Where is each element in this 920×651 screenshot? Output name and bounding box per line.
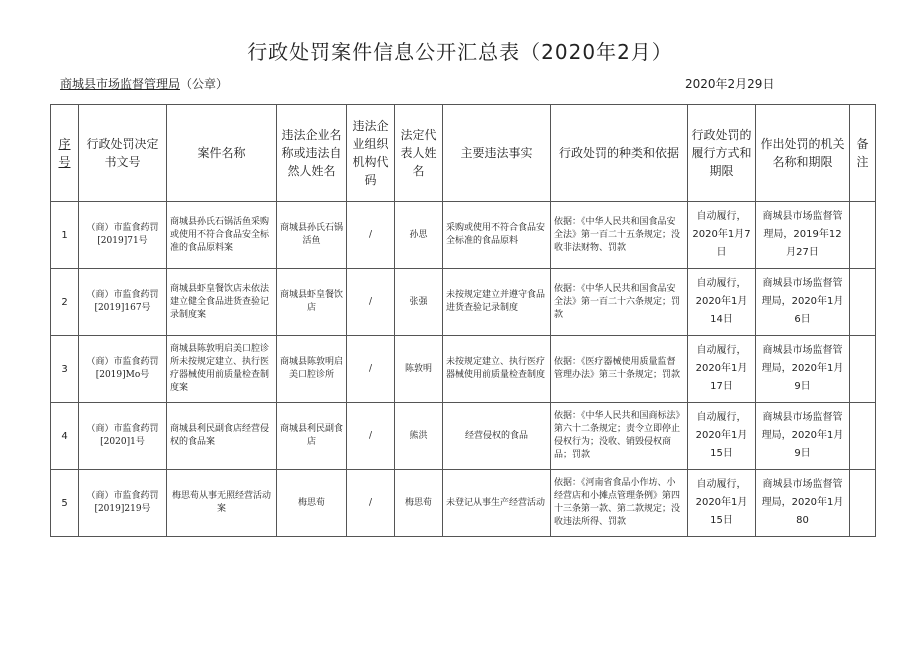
cell-doc-number: （商）市监食药罚[2020]1号 (79, 403, 167, 470)
cell-penalty-basis: 依据：《河南省食品小作坊、小经营店和小摊点管理条例》第四十三条第一款、第二款规定；没收违法所得、罚款 (551, 470, 688, 537)
cell-org-code: / (347, 336, 395, 403)
cell-doc-number: （商）市监食药罚[2019]Mo号 (79, 336, 167, 403)
header-cell: 案件名称 (167, 105, 277, 202)
organization-name: 商城县市场监督管理局 (60, 77, 181, 91)
table-row (51, 470, 876, 537)
cell-entity: 商城县孙氏石锅活鱼 (277, 202, 347, 269)
header-cell: 主要违法事实 (443, 105, 551, 202)
cell-penalty-basis: 依据：《中华人民共和国食品安全法》第一百二十五条规定；没收非法财物、罚款 (551, 202, 688, 269)
table-header-row (51, 105, 876, 202)
table-row (51, 202, 876, 269)
cell-performance: 自动履行，2020年1月15日 (688, 470, 756, 537)
report-date: 2020年2月29日 (685, 77, 775, 91)
cell-penalty-basis: 依据：《中华人民共和国商标法》第六十二条规定；责令立即停止侵权行为；没收、销毁侵权商品；罚款 (551, 403, 688, 470)
cell-entity: 商城县利民副食店 (277, 403, 347, 470)
cell-org-code: / (347, 470, 395, 537)
penalty-table (50, 104, 876, 537)
cell-doc-number: （商）市监食药罚[2019]71号 (79, 202, 167, 269)
header-cell: 作出处罚的机关名称和期限 (756, 105, 850, 202)
header-cell: 违法企业名称或违法自然人姓名 (277, 105, 347, 202)
cell-violation-fact: 经营侵权的食品 (443, 403, 551, 470)
cell-org-code: / (347, 403, 395, 470)
cell-no: 4 (51, 403, 79, 470)
cell-penalty-basis: 依据：《医疗器械使用质量监督管理办法》第三十条规定；罚款 (551, 336, 688, 403)
header-cell: 违法企业组织机构代码 (347, 105, 395, 202)
cell-representative: 孙思 (395, 202, 443, 269)
cell-no: 3 (51, 336, 79, 403)
cell-doc-number: （商）市监食药罚[2019]167号 (79, 269, 167, 336)
cell-performance: 自动履行，2020年1月14日 (688, 269, 756, 336)
header-cell: 备注 (850, 105, 876, 202)
cell-entity: 商城县虾皇餐饮店 (277, 269, 347, 336)
cell-penalty-basis: 依据：《中华人民共和国食品安全法》第一百二十六条规定；罚款 (551, 269, 688, 336)
cell-doc-number: （商）市监食药罚[2019]219号 (79, 470, 167, 537)
header-cell: 法定代表人姓名 (395, 105, 443, 202)
cell-representative: 张强 (395, 269, 443, 336)
cell-violation-fact: 未按规定建立、执行医疗器械使用前质量检查制度 (443, 336, 551, 403)
header-cell: 行政处罚决定书文号 (79, 105, 167, 202)
cell-authority: 商城县市场监督管理局，2020年1月6日 (756, 269, 850, 336)
cell-performance: 自动履行，2020年1月7日 (688, 202, 756, 269)
cell-violation-fact: 采购或使用不符合食品安全标准的食品原料 (443, 202, 551, 269)
cell-no: 1 (51, 202, 79, 269)
cell-case-name: 商城县孙氏石锅活鱼采购或使用不符合食品安全标准的食品原料案 (167, 202, 277, 269)
seal-note: （公章） (180, 77, 229, 91)
cell-entity: 商城县陈敦明启美口腔诊所 (277, 336, 347, 403)
cell-note (850, 336, 876, 403)
page-title: 行政处罚案件信息公开汇总表（2020年2月） (247, 40, 673, 64)
cell-authority: 商城县市场监督管理局，2020年1月9日 (756, 336, 850, 403)
cell-case-name: 商城县利民副食店经营侵权的食品案 (167, 403, 277, 470)
table-row (51, 403, 876, 470)
header-cell: 行政处罚的种类和依据 (551, 105, 688, 202)
cell-note (850, 470, 876, 537)
cell-representative: 梅思荀 (395, 470, 443, 537)
cell-entity: 梅思荀 (277, 470, 347, 537)
cell-no: 5 (51, 470, 79, 537)
cell-performance: 自动履行，2020年1月15日 (688, 403, 756, 470)
issuing-organization (60, 75, 228, 92)
cell-case-name: 商城县虾皇餐饮店未依法建立健全食品进货查验记录制度案 (167, 269, 277, 336)
cell-authority: 商城县市场监督管理局，2020年1月80 (756, 470, 850, 537)
cell-note (850, 202, 876, 269)
cell-org-code: / (347, 269, 395, 336)
cell-case-name: 商城县陈敦明启美口腔诊所未按规定建立、执行医疗器械使用前质量检查制度案 (167, 336, 277, 403)
header-cell: 序号 (51, 105, 79, 202)
header-cell: 行政处罚的履行方式和期限 (688, 105, 756, 202)
table-row (51, 269, 876, 336)
cell-representative: 陈敦明 (395, 336, 443, 403)
cell-no: 2 (51, 269, 79, 336)
cell-authority: 商城县市场监督管理局，2019年12月27日 (756, 202, 850, 269)
cell-violation-fact: 未登记从事生产经营活动 (443, 470, 551, 537)
cell-representative: 熊洪 (395, 403, 443, 470)
cell-note (850, 403, 876, 470)
cell-note (850, 269, 876, 336)
table-row (51, 336, 876, 403)
cell-performance: 自动履行，2020年1月17日 (688, 336, 756, 403)
cell-case-name: 梅思荀从事无照经营活动案 (167, 470, 277, 537)
cell-org-code: / (347, 202, 395, 269)
cell-authority: 商城县市场监督管理局，2020年1月9日 (756, 403, 850, 470)
cell-violation-fact: 未按规定建立并遵守食品进货查验记录制度 (443, 269, 551, 336)
